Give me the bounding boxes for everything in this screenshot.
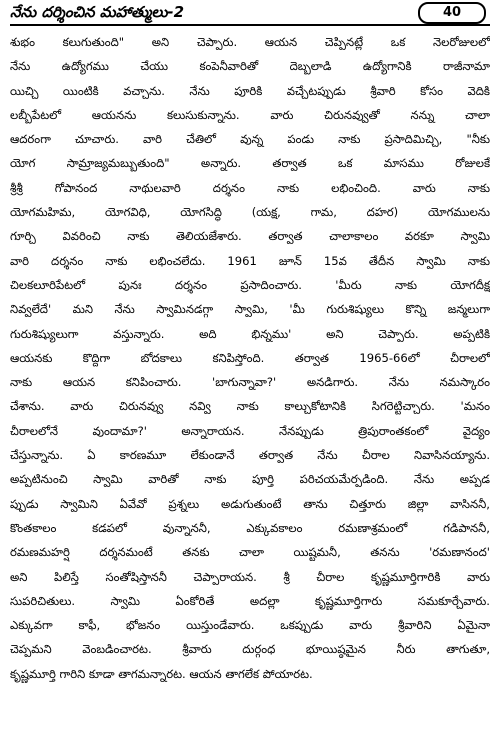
text-line: కొంతకాలం కడపలో వున్నాననీ, ఎక్కువకాలం రమణాశ్రమంలో గడిపాననీ, (10, 520, 490, 535)
text-line: అని పిలిస్తే సంతోషిస్తాననీ చెప్పారాయన. శ్రీ చీరాల కృష్ణమూర్తిగారికి వారు (10, 569, 490, 584)
text-line: లబ్బీపేటలో ఆయనను కలుసుకున్నాను. వారు చిరునవ్వుతో నన్ను చాలా (10, 107, 490, 122)
text-line: వారి దర్శనం నాకు లభించలేదు. 1961 జూన్ 15వ తేదీన స్వామి నాకు (10, 253, 490, 268)
text-line: యిచ్చి యింటికి వచ్చాను. నేను పూరికి వచ్చేటప్పుడు శ్రీవారి కోసం వెదికి (10, 83, 490, 98)
text-line: ఆయనకు కొద్దిగా బోదకాలు కనిపిస్తోంది. తర్వాత 1965-66లో చీరాలలో (10, 350, 490, 365)
body-text (10, 30, 490, 686)
text-line: శుభం కలుగుతుంది" అని చెప్పారు. ఆయన చెప్పినట్లే ఒక నెలరోజులలో (10, 35, 490, 49)
text-line: యోగమహిమ, యోగవిధి, యోగసిద్ధి (యక్ష, గామ, దహర) యోగములను (10, 205, 490, 220)
text-line: చేస్తున్నాను. ఏ కారణమూ లేకుండానే తర్వాత నేను చీరాల నివాసినయ్యాను. (10, 448, 490, 463)
text-line: చిలకలూరిపేటలో పునః దర్శనం ప్రసాదించారు. 'మీరు నాకు యోగదీక్ష (10, 277, 490, 292)
text-line: ఎక్కువగా కాఫీ, భోజనం యిస్తుండేవారు. ఒకప్పుడు వారు శ్రీవారిని ఏమైనా (10, 618, 490, 633)
text-line: నాకు ఆయన కనిపించారు. 'బాగున్నావా?' అనడిగారు. నేను నమస్కారం (10, 375, 490, 390)
text-line: అప్పటినుంచి స్వామి వారితో నాకు పూర్తి పరిచయమేర్పడింది. నేను అప్పడ (10, 472, 490, 487)
text-line: ఆదరంగా చూచారు. వారి చేతిలో వున్న పండు నాకు ప్రసాదిమిచ్చి, "నీకు (10, 132, 490, 147)
running-title: నేను దర్శించిన మహాత్ములు-2 (10, 3, 185, 21)
text-line: చీరాలలోనే వుందామా?' అన్నారాయన. నేనప్పుడు త్రిపురాంతకంలో వైద్యం (10, 423, 490, 438)
text-line: నివ్వలేదే' మని నేను స్వామినడగ్గా స్వామి, 'మీ గురుశిష్యులు కొన్ని జన్మలుగా (10, 302, 490, 317)
text-line: సుపరిచితులు. స్వామి ఏంకోరితే అదల్లా కృష్ణమూర్తిగారు సమకూర్చేవారు. (10, 593, 490, 608)
text-line: యోగ సామ్రాజ్యమబ్బుతుంది" అన్నారు. తర్వాత ఒక మాసము రోజులకే (10, 156, 490, 171)
page-number: 40 (418, 2, 486, 24)
text-line: గురుశిష్యులుగా వస్తున్నారు. అది భిన్నము' అని చెప్పారు. అప్పటికి (10, 326, 490, 341)
text-line: రమణమహర్షి దర్శనమంటే తనకు చాలా యిష్టమనీ, తనను 'రమణానంద' (10, 545, 490, 560)
text-line: చెప్పమని వెంబడించారట. శ్రీవారు దుర్గంధ భూయిష్ఠమైన నీరు తాగుతూ, (10, 642, 490, 657)
text-line: ప్పుడు స్వామిని ఏవేవో ప్రశ్నలు అడుగుతుంటే తాను చిత్తూరు జిల్లా వాసిననీ, (10, 496, 490, 511)
text-line: కృష్ణమూర్తి గారిని కూడా తాగమన్నారట. ఆయన తాగలేక పోయారట. (10, 666, 313, 681)
text-line: శ్రీశ్రీ గోపానంద నాథులవారి దర్శనం నాకు లభించింది. వారు నాకు (10, 180, 490, 195)
text-line: నేను ఉద్యోగము చేయు కంపెనీవారితో దెబ్బలాడి ఉద్యోగానికి రాజీనామా (10, 59, 490, 74)
text-line: గూర్చి వివరించి నాకు తెలియజేశారు. తర్వాత చాలాకాలం వరకూ స్వామి (10, 229, 490, 244)
text-line: చేశాను. వారు చిరునవ్వు నవ్వి నాకు కాల్చుకోటానికి సిగరెట్టిచ్చారు. 'మనం (10, 399, 490, 414)
page-header (10, 2, 490, 26)
